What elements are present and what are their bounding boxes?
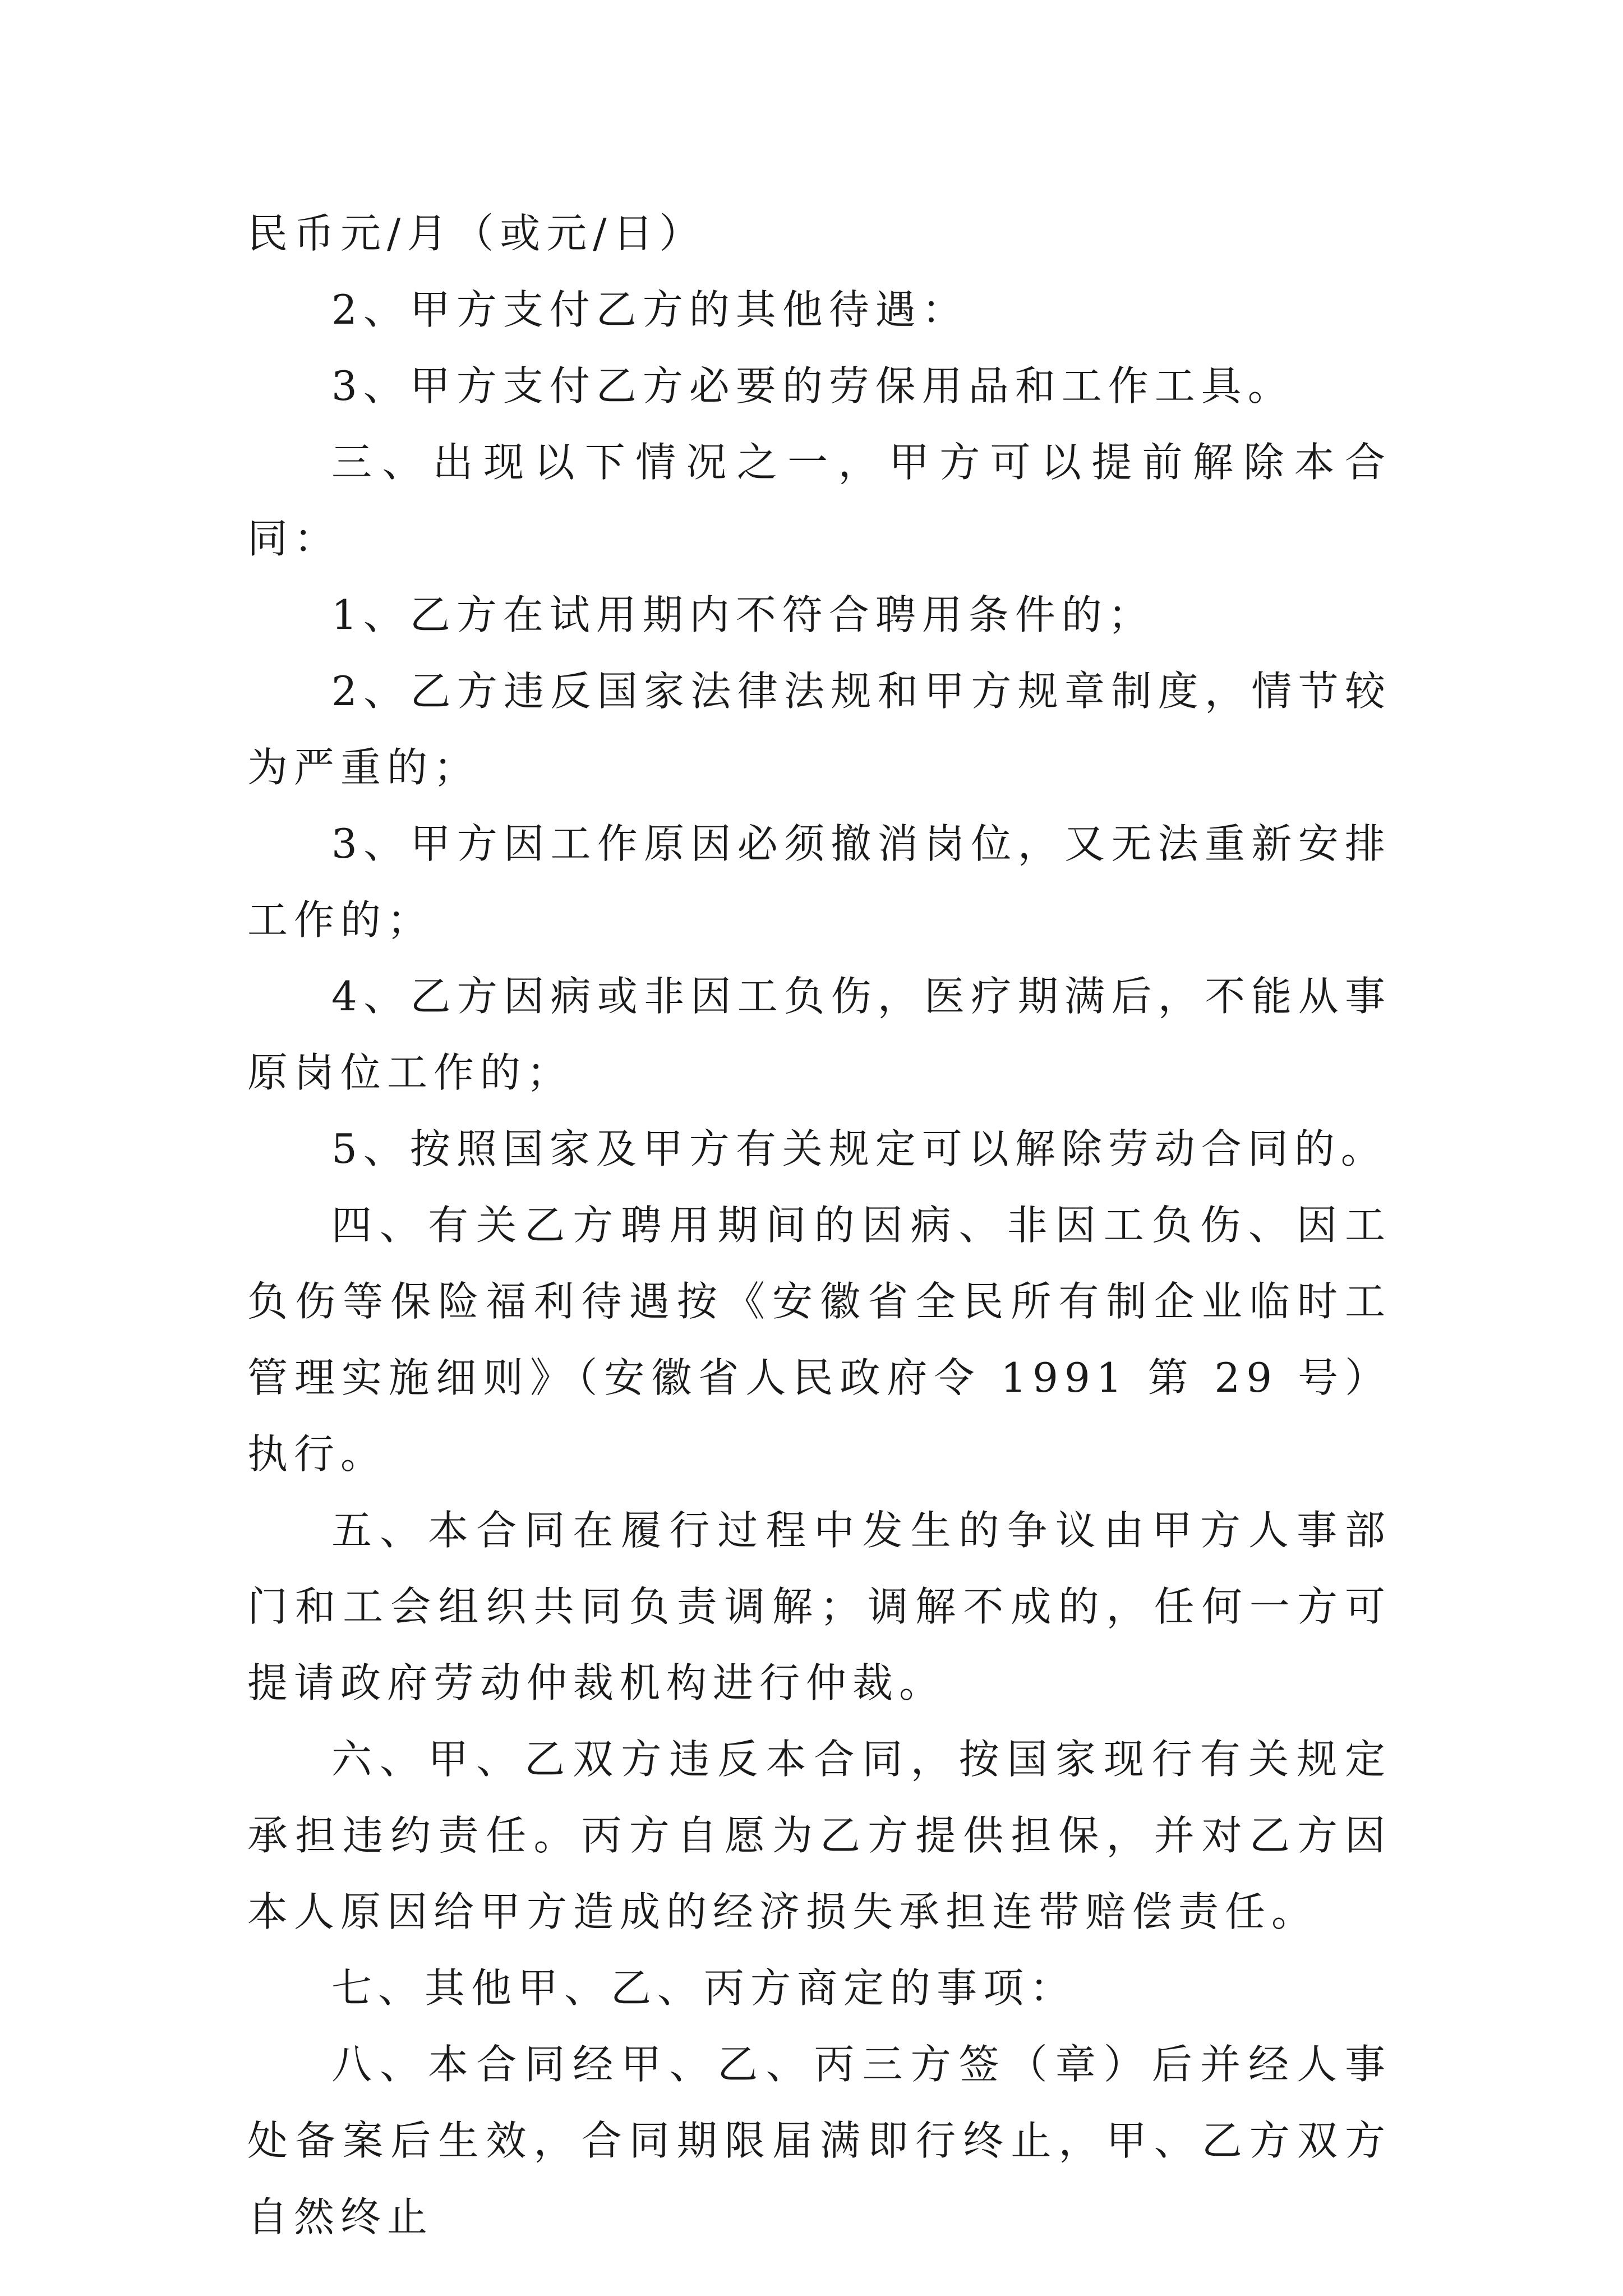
paragraph-wage-unit: 民币元/月（或元/日） bbox=[247, 210, 706, 257]
paragraph-section-six: 六、甲、乙双方违反本合同，按国家现行有关规定承担违约责任。丙方自愿为乙方提供担保，并对乙方因本人原因给甲方造成的经济损失承担连带赔偿责任。 bbox=[247, 1736, 1391, 1935]
paragraph-protective-equipment: 3、甲方支付乙方必要的劳保用品和工作工具。 bbox=[331, 362, 1294, 409]
paragraph-section-seven: 七、其他甲、乙、丙方商定的事项： bbox=[331, 1964, 1077, 2012]
paragraph-other-benefits: 2、甲方支付乙方的其他待遇： bbox=[331, 286, 969, 333]
paragraph-clause-position-cancelled: 3、甲方因工作原因必须撤消岗位，又无法重新安排工作的； bbox=[247, 820, 1391, 944]
paragraph-section-five: 五、本合同在履行过程中发生的争议由甲方人事部门和工会组织共同负责调解；调解不成的，任何一方可提请政府劳动仲裁机构进行仲裁。 bbox=[247, 1507, 1391, 1706]
paragraph-clause-probation: 1、乙方在试用期内不符合聘用条件的； bbox=[331, 591, 1155, 638]
paragraph-clause-illness: 4、乙方因病或非因工负伤，医疗期满后，不能从事原岗位工作的； bbox=[247, 973, 1391, 1096]
paragraph-clause-violation: 2、乙方违反国家法律法规和甲方规章制度，情节较为严重的； bbox=[247, 668, 1391, 791]
paragraph-section-three-heading: 三、出现以下情况之一，甲方可以提前解除本合同： bbox=[247, 439, 1391, 562]
paragraph-section-eight: 八、本合同经甲、乙、丙三方签（章）后并经人事处备案后生效，合同期限届满即行终止，甲、乙方双方自然终止 bbox=[247, 2041, 1391, 2240]
document-body bbox=[247, 195, 1391, 2255]
paragraph-clause-regulations: 5、按照国家及甲方有关规定可以解除劳动合同的。 bbox=[331, 1125, 1387, 1172]
paragraph-section-four: 四、有关乙方聘用期间的因病、非因工负伤、因工负伤等保险福利待遇按《安徽省全民所有制企业临时工管理实施细则》（安徽省人民政府令 1991 第 29 号）执行。 bbox=[247, 1202, 1391, 1478]
